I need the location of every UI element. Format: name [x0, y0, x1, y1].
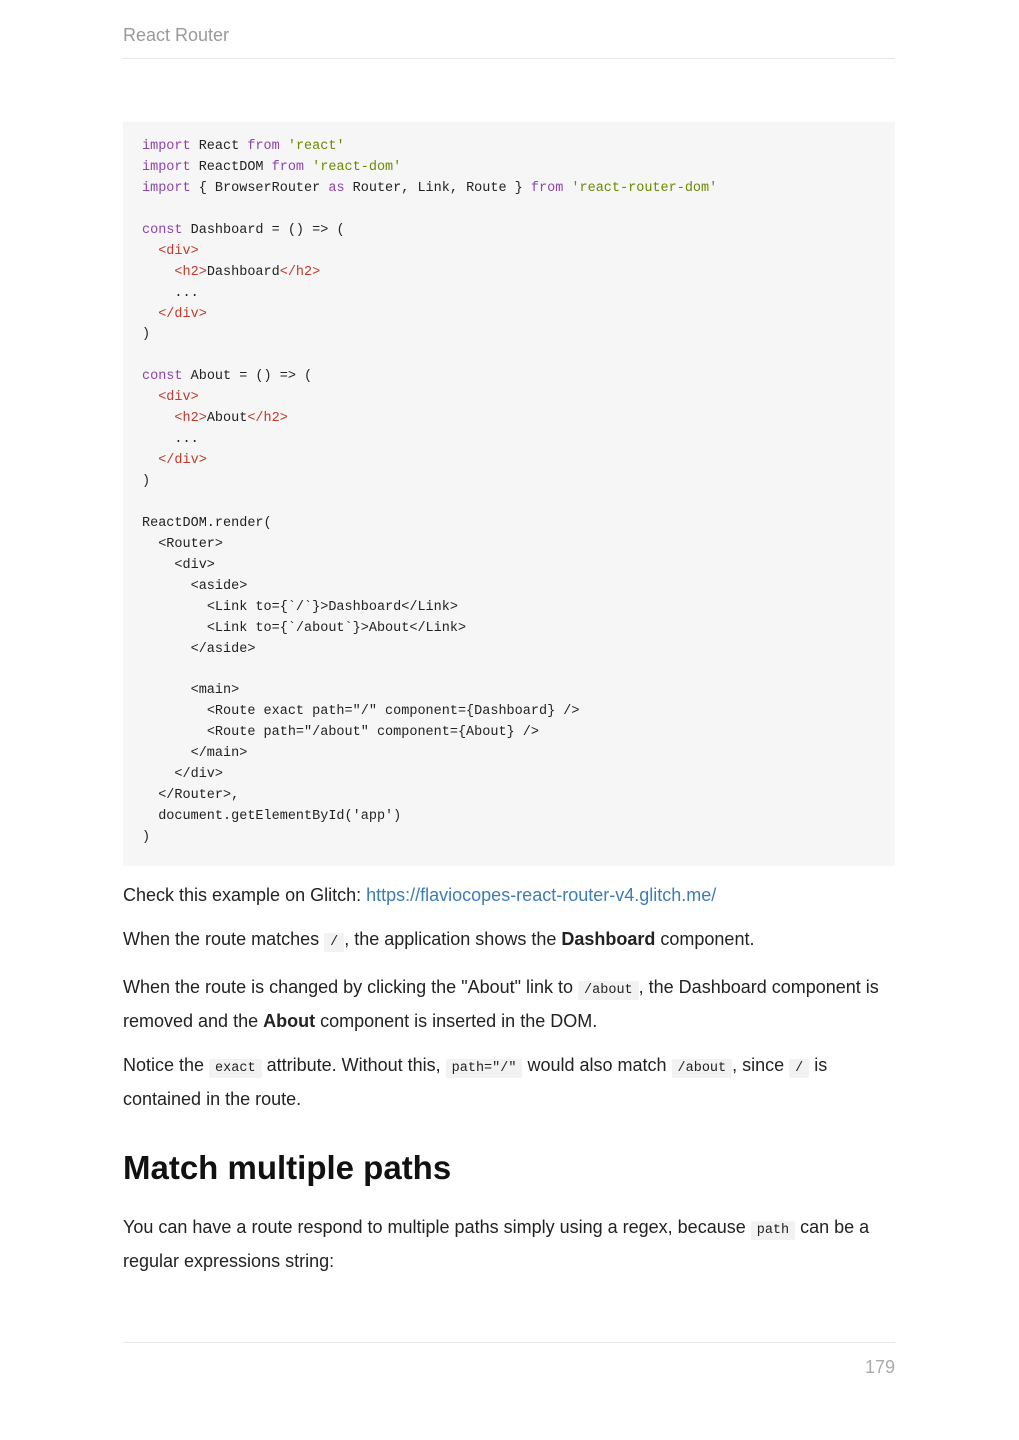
- code-line: [142, 660, 876, 681]
- paragraph-glitch: Check this example on Glitch: https://flaviocopes-react-router-v4.glitch.me/: [123, 885, 717, 905]
- code-line: import { BrowserRouter as Router, Link, Route } from 'react-router-dom': [142, 180, 718, 196]
- inline-code: /: [324, 933, 344, 952]
- inline-code: path: [751, 1221, 795, 1240]
- paragraph-route-change: When the route is changed by clicking the "About" link to /about , the Dashboard component is removed and the About component is inserted in the DOM.: [123, 977, 879, 1031]
- code-line: [142, 346, 876, 367]
- code-line: import ReactDOM from 'react-dom': [142, 159, 402, 175]
- code-line: <h2>Dashboard</h2>: [174, 264, 321, 280]
- code-line: [142, 493, 876, 514]
- code-line: import React from 'react': [142, 139, 345, 154]
- code-line: [142, 200, 876, 221]
- inline-code: /: [789, 1059, 809, 1078]
- paragraph-regex: You can have a route respond to multiple paths simply using a regex, because path can be a regular expressions string:: [123, 1217, 870, 1271]
- code-line: const About = () => (: [142, 369, 313, 385]
- code-line: <aside>: [190, 578, 248, 594]
- code-line: </Router>,: [158, 788, 240, 804]
- paragraph-exact-attribute: Notice the exact attribute. Without this, path="/" would also match /about , since / is contained in the route.: [123, 1055, 828, 1109]
- code-line: </div>: [158, 306, 207, 322]
- section-heading: Match multiple paths: [123, 1149, 452, 1186]
- code-line: <div>: [174, 557, 215, 573]
- code-line: </aside>: [190, 641, 256, 657]
- inline-code: /about: [672, 1059, 733, 1078]
- code-line: <Route exact path="/" component={Dashboard} />: [206, 704, 580, 720]
- inline-code: exact: [209, 1059, 262, 1078]
- code-line: <h2>About</h2>: [174, 411, 288, 427]
- code-line: <Link to={`/about`}>About</Link>: [206, 620, 467, 636]
- inline-code: /about: [578, 981, 639, 1000]
- code-line: <div>: [158, 243, 199, 259]
- footer-divider: [123, 1342, 895, 1343]
- code-block: [123, 122, 895, 866]
- code-line: <Link to={`/`}>Dashboard</Link>: [206, 599, 458, 615]
- code-line: <Router>: [158, 536, 224, 552]
- code-line: </main>: [190, 746, 248, 762]
- body-content: [123, 880, 895, 1290]
- code-line: ...: [174, 432, 199, 448]
- code-line: ReactDOM.render(: [142, 515, 272, 531]
- code-line: ): [142, 327, 151, 343]
- code-line: ): [142, 474, 151, 489]
- paragraph-route-match: When the route matches / , the application shows the Dashboard component.: [123, 929, 755, 950]
- running-header: React Router: [123, 22, 895, 59]
- glitch-link[interactable]: https://flaviocopes-react-router-v4.glitch.me/: [366, 885, 717, 905]
- code-line: <main>: [190, 683, 240, 699]
- code-line: ): [142, 829, 151, 845]
- code-line: const Dashboard = () => (: [142, 222, 345, 238]
- code-line: <Route path="/about" component={About} />: [206, 725, 539, 741]
- page-number: 179: [864, 1357, 895, 1377]
- code-line: </div>: [158, 453, 207, 469]
- code-line: </div>: [174, 767, 224, 783]
- code-line: document.getElementById('app'): [158, 809, 402, 824]
- code-line: ...: [174, 285, 199, 301]
- inline-code: path="/": [446, 1059, 523, 1078]
- code-line: <div>: [158, 390, 199, 406]
- page: [123, 0, 895, 1440]
